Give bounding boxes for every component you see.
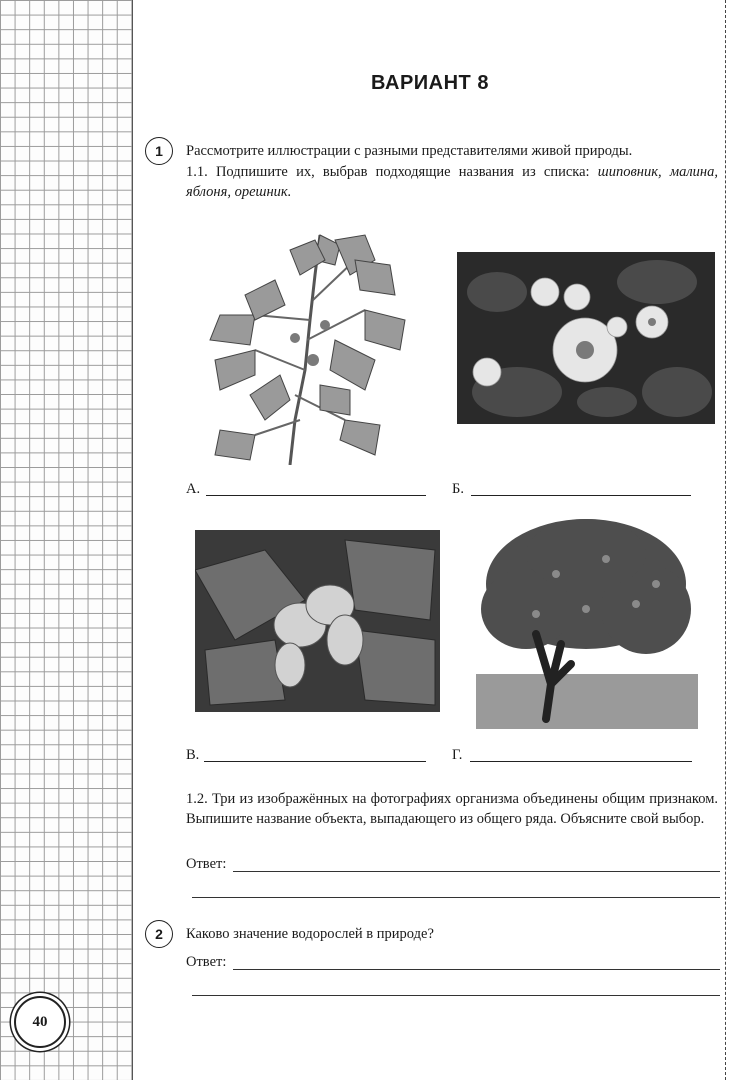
apple-tree-photo bbox=[476, 514, 698, 729]
answer-line-1b[interactable] bbox=[192, 897, 720, 898]
answer-label-2: Ответ: bbox=[186, 954, 227, 970]
label-a: А. bbox=[186, 481, 201, 497]
question-1-intro: Рассмотрите иллюстрации с разными представителями живой природы. bbox=[186, 143, 633, 159]
question-2-number bbox=[145, 920, 173, 948]
question-2-number-text: 2 bbox=[155, 926, 163, 942]
question-2-text: Каково значение водорослей в природе? bbox=[186, 926, 434, 942]
label-b: Б. bbox=[452, 481, 464, 497]
page-title: ВАРИАНТ 8 bbox=[371, 72, 489, 94]
hazelnut-photo bbox=[195, 530, 440, 712]
answer-line-2b[interactable] bbox=[192, 995, 720, 996]
cut-line bbox=[725, 0, 726, 1080]
grid-margin bbox=[0, 0, 133, 1080]
answer-line-2a[interactable] bbox=[233, 969, 720, 970]
label-g: Г. bbox=[452, 747, 463, 763]
question-1-task bbox=[186, 162, 718, 202]
raspberry-branch-illustration bbox=[195, 220, 440, 465]
label-v: В. bbox=[186, 747, 200, 763]
answer-blank-a[interactable] bbox=[206, 495, 426, 496]
page-number bbox=[14, 996, 66, 1048]
answer-line-1a[interactable] bbox=[233, 871, 720, 872]
page-number-text: 40 bbox=[32, 1013, 48, 1030]
question-1-number-text: 1 bbox=[155, 143, 163, 159]
answer-blank-v[interactable] bbox=[204, 761, 426, 762]
wild-rose-photo bbox=[457, 252, 715, 424]
task-text: 1.1. Подпишите их, выбрав подходящие названия из списка: bbox=[186, 164, 598, 180]
answer-label-1: Ответ: bbox=[186, 856, 227, 872]
task-options: шиповник, малина, яблоня, орешник. bbox=[186, 164, 718, 200]
answer-blank-b[interactable] bbox=[471, 495, 691, 496]
answer-blank-g[interactable] bbox=[470, 761, 692, 762]
question-1-number bbox=[145, 137, 173, 165]
question-1-2-text: 1.2. Три из изображённых на фотографиях организма объединены общим признаком. Выпишите название объекта, выпадающего из общего ряда. Объясните свой выбор. bbox=[186, 791, 718, 827]
